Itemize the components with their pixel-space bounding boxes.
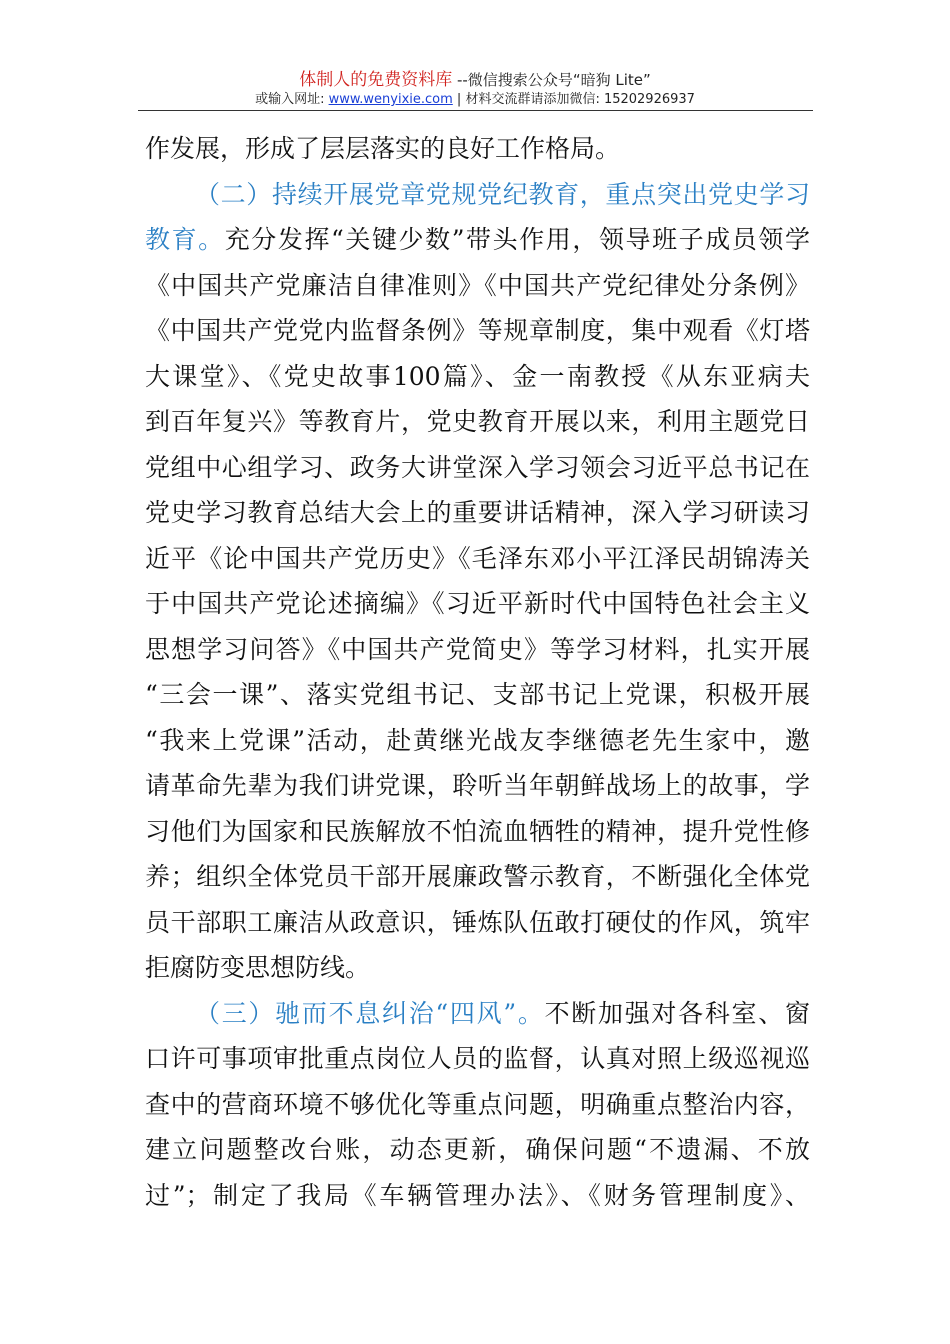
paragraph-line: 思想学习问答》《中国共产党简史》等学习材料，扎实开展	[145, 634, 810, 664]
paragraph-line: 近平《论中国共产党历史》《毛泽东邓小平江泽民胡锦涛关	[145, 543, 810, 573]
paragraph-line: 建立问题整改台账，动态更新，确保问题“不遗漏、不放	[145, 1135, 810, 1164]
header-wechat-hint: --微信搜索公众号“暗狗 Lite”	[452, 71, 651, 89]
paragraph-line: “我来上党课”活动，赴黄继光战友李继德老先生家中，邀	[145, 725, 810, 755]
paragraph-line	[145, 217, 810, 263]
header-line-2	[0, 91, 950, 109]
header-url-prefix: 或输入网址:	[255, 92, 329, 107]
paragraph-text: 充分发挥“关键少数”带头作用，领导班子成员领学	[224, 225, 810, 254]
header-line-1	[0, 70, 950, 90]
document-body	[145, 126, 810, 1218]
section-3-heading: （三）驰而不息纠治“四风”。	[195, 998, 545, 1028]
paragraph-line: 请革命先辈为我们讲党课，聆听当年朝鲜战场上的故事，学	[145, 771, 810, 800]
section-3-heading-line	[145, 991, 810, 1037]
paragraph-line: 作发展，形成了层层落实的良好工作格局。	[145, 134, 621, 163]
paragraph-line: 于中国共产党论述摘编》《习近平新时代中国特色社会主义	[145, 589, 810, 618]
paragraph-line: 到百年复兴》等教育片，党史教育开展以来，利用主题党日	[145, 407, 810, 436]
paragraph-line: 过”；制定了我局《车辆管理办法》、《财务管理制度》、	[145, 1180, 810, 1210]
paragraph-line: 《中国共产党党内监督条例》等规章制度，集中观看《灯塔	[145, 316, 810, 345]
paragraph-text: 不断加强对各科室、窗	[544, 998, 810, 1028]
paragraph-line: 党组中心组学习、政务大讲堂深入学习领会习近平总书记在	[145, 452, 810, 482]
section-2-heading: （二）持续开展党章党规党纪教育，重点突出党史学习	[195, 179, 810, 209]
page-header	[0, 70, 950, 109]
paragraph-line: “三会一课”、落实党组书记、支部书记上党课，积极开展	[145, 680, 810, 709]
header-url-link[interactable]: www.wenyixie.com	[328, 92, 453, 107]
paragraph-line: 《中国共产党廉洁自律准则》《中国共产党纪律处分条例》	[145, 270, 810, 300]
header-divider	[138, 110, 813, 111]
paragraph-line: 查中的营商环境不够优化等重点问题，明确重点整治内容，	[145, 1089, 810, 1119]
paragraph-line: 党史学习教育总结大会上的重要讲话精神，深入学习研读习	[145, 498, 810, 527]
paragraph-line: 拒腐防变思想防线。	[145, 953, 371, 982]
paragraph-line: 习他们为国家和民族解放不怕流血牺牲的精神，提升党性修	[145, 816, 810, 846]
header-brand: 体制人的免费资料库	[299, 70, 453, 90]
paragraph-line: 养；组织全体党员干部开展廉政警示教育，不断强化全体党	[145, 862, 810, 891]
header-contact: | 材料交流群请添加微信: 15202926937	[452, 92, 695, 107]
section-2-heading-line	[145, 172, 810, 218]
paragraph-line: 口许可事项审批重点岗位人员的监督，认真对照上级巡视巡	[145, 1044, 810, 1073]
paragraph-line: 员干部职工廉洁从政意识，锤炼队伍敢打硬仗的作风，筑牢	[145, 907, 810, 937]
section-2-heading-end: 教育。	[145, 225, 225, 254]
paragraph-line: 大课堂》、《党史故事100篇》、金一南教授《从东亚病夫	[145, 361, 810, 391]
